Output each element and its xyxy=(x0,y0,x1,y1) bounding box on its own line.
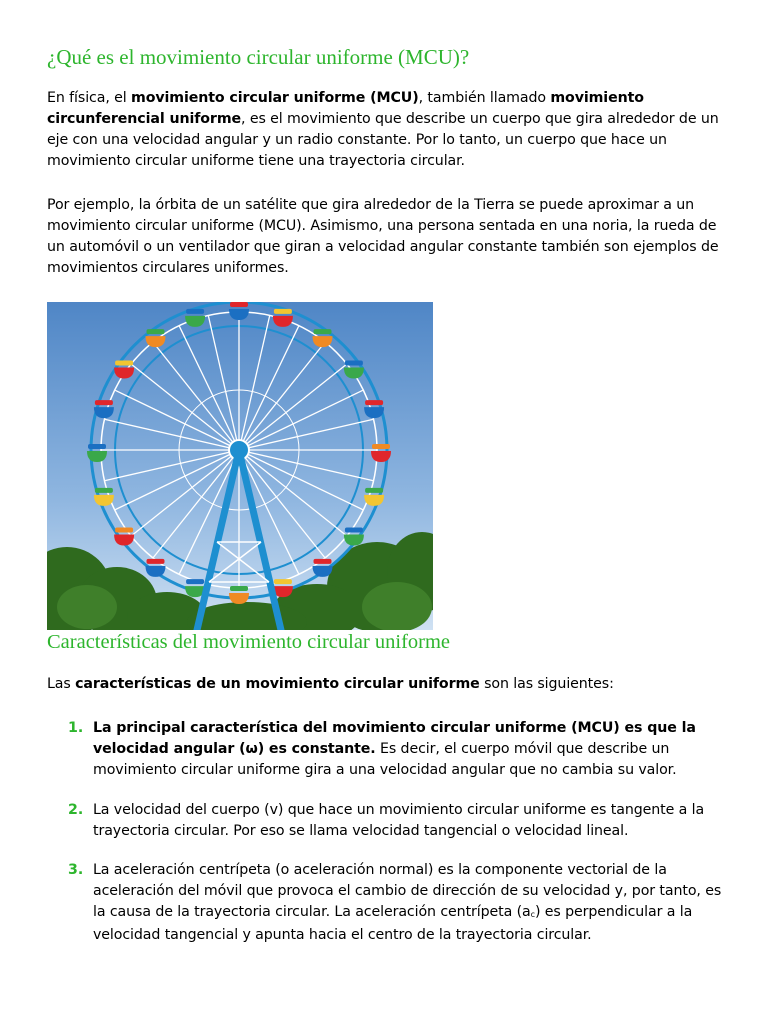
gondola xyxy=(114,528,134,546)
list-item-text-b: ) es perpendicular a la velocidad tangencial y apunta hacia el centro de la trayectoria circular. xyxy=(93,904,693,943)
gondola xyxy=(94,400,114,418)
list-number: 2. xyxy=(68,802,84,818)
characteristics-intro xyxy=(47,674,737,695)
gondola xyxy=(364,488,384,506)
gondola xyxy=(146,329,166,347)
gondola xyxy=(364,400,384,418)
intro-paragraph xyxy=(47,88,737,172)
gondola xyxy=(185,309,205,327)
list-item-text: La velocidad del cuerpo (v) que hace un movimiento circular uniforme es tangente a la trayectoria circular. Por eso se llama velocidad tangencial o velocidad lineal. xyxy=(93,802,705,839)
char-intro-text-1: Las xyxy=(47,676,76,692)
gondola xyxy=(313,559,333,577)
gondola xyxy=(94,488,114,506)
gondola xyxy=(146,559,166,577)
gondola xyxy=(344,361,364,379)
acceleration-subscript: c xyxy=(530,910,535,919)
gondola xyxy=(344,528,364,546)
ferris-wheel-photo xyxy=(47,302,433,630)
intro-text-1: En física, el xyxy=(47,90,132,106)
page-title: ¿Qué es el movimiento circular uniforme (MCU)? xyxy=(47,45,470,69)
char-intro-bold: características de un movimiento circular uniforme xyxy=(75,676,480,692)
gondola xyxy=(229,586,249,604)
list-item-text-a: La aceleración centrípeta (o aceleración normal) es la componente vectorial de la aceleración del móvil que provoca el cambio de dirección de su velocidad y, por tanto, es la causa de la trayectoria circular. La aceleración centrípeta (a xyxy=(93,862,722,920)
gondola xyxy=(114,361,134,379)
intro-text-2: , también llamado xyxy=(418,90,551,106)
list-number: 1. xyxy=(68,720,84,736)
list-number: 3. xyxy=(68,862,84,878)
intro-bold-term-2: movimiento circunferencial uniforme xyxy=(47,90,644,127)
char-intro-text-2: son las siguientes: xyxy=(479,676,614,692)
gondola xyxy=(87,444,107,462)
list-item-text xyxy=(93,718,733,781)
gondola xyxy=(371,444,391,462)
gondola xyxy=(273,309,293,327)
examples-paragraph: Por ejemplo, la órbita de un satélite que gira alrededor de la Tierra se puede aproximar a un movimiento circular uniforme (MCU). Asimismo, una persona sentada en una noria, la rueda de un automóvil o un ventilador que giran a velocidad angular constante también son ejemplos de movimientos circulares uniformes. xyxy=(47,197,719,276)
intro-text-3: , es el movimiento que describe un cuerpo que gira alrededor de un eje con una velocidad angular y un radio constante. Por lo tanto, un cuerpo que hace un movimiento circular uniforme tiene una trayectoria circular. xyxy=(47,111,719,169)
list-item-text xyxy=(93,860,733,946)
gondola xyxy=(229,302,249,320)
list-item-bold: La principal característica del movimiento circular uniforme (MCU) es que la velocidad angular (ω) es constante. xyxy=(93,720,696,757)
list-item-rest: Es decir, el cuerpo móvil que describe un movimiento circular uniforme gira a una velocidad angular que no cambia su valor. xyxy=(93,741,677,778)
intro-bold-term-1: movimiento circular uniforme (MCU) xyxy=(131,90,419,106)
section-heading: Características del movimiento circular uniforme xyxy=(47,631,451,653)
gondola xyxy=(313,329,333,347)
